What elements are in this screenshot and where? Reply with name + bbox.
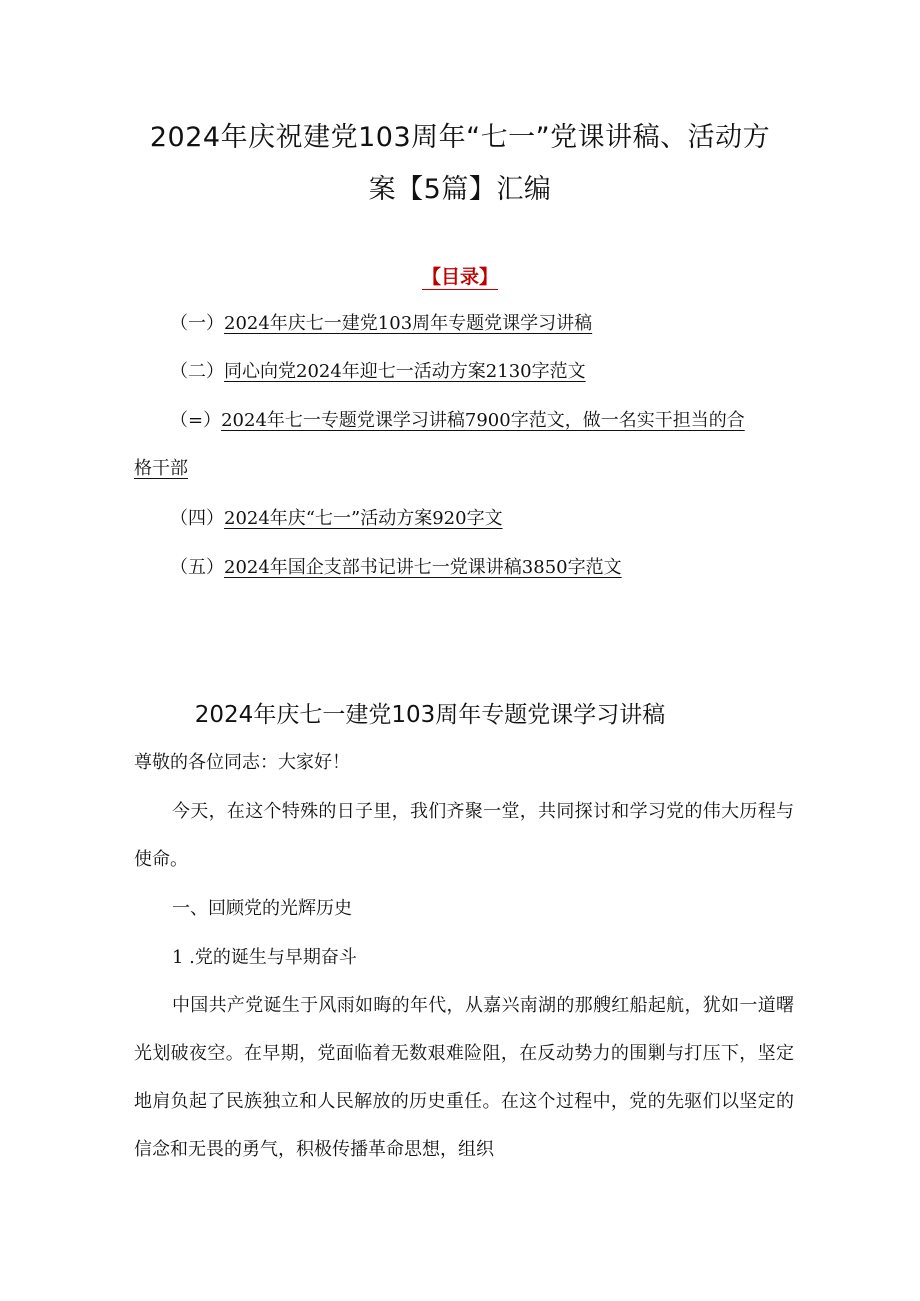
- subheading-1: 1 .党的诞生与早期奋斗: [172, 947, 357, 968]
- toc-link-1[interactable]: 2024年庆七一建党103周年专题党课学习讲稿: [224, 313, 593, 334]
- toc-item-number: （一）: [170, 313, 224, 334]
- toc-link-4[interactable]: 2024年庆“七一”活动方案920字文: [224, 508, 503, 529]
- greeting: 尊敬的各位同志：大家好！: [134, 752, 350, 773]
- toc-link-5[interactable]: 2024年国企支部书记讲七一党课讲稿3850字范文: [224, 557, 622, 578]
- toc-item-1[interactable]: [170, 300, 592, 348]
- toc-item-5[interactable]: [170, 544, 622, 592]
- toc-item-4[interactable]: [170, 495, 503, 543]
- document-title-line2: 案【5篇】汇编: [368, 174, 552, 205]
- toc-link-3[interactable]: 2024年七一专题党课学习讲稿7900字范文，做一名实干担当的合: [221, 410, 745, 431]
- toc-item-2[interactable]: [170, 348, 586, 396]
- toc-link-3-cont[interactable]: 格干部: [134, 458, 188, 479]
- toc-link-2[interactable]: 同心向党2024年迎七一活动方案2130字范文: [224, 361, 586, 382]
- section-heading-1: 一、回顾党的光辉历史: [172, 898, 352, 919]
- body-paragraph-1: 中国共产党诞生于风雨如晦的年代，从嘉兴南湖的那艘红船起航，犹如一道曙光划破夜空。在早期，党面临着无数艰难险阻，在反动势力的围剿与打压下，坚定地肩负起了民族独立和人民解放的历史重任。在这个过程中，党的先驱们以坚定的信念和无畏的勇气，积极传播革命思想，组织: [134, 995, 794, 1160]
- toc-heading: 【目录】: [421, 266, 498, 288]
- document-title: [130, 112, 790, 216]
- document-title-line1: 2024年庆祝建党103周年“七一”党课讲稿、活动方: [149, 122, 771, 153]
- intro-paragraph: 今天，在这个特殊的日子里，我们齐聚一堂，共同探讨和学习党的伟大历程与使命。: [134, 801, 794, 870]
- toc-item-number: （四）: [170, 508, 224, 529]
- toc-item-number: （二）: [170, 361, 224, 382]
- section-title: 2024年庆七一建党103周年专题党课学习讲稿: [194, 702, 666, 728]
- toc-item-3[interactable]: [170, 397, 745, 445]
- toc-item-3-continued[interactable]: [134, 445, 188, 493]
- toc-item-number: （五）: [170, 557, 224, 578]
- toc-item-number: （=）: [170, 410, 222, 431]
